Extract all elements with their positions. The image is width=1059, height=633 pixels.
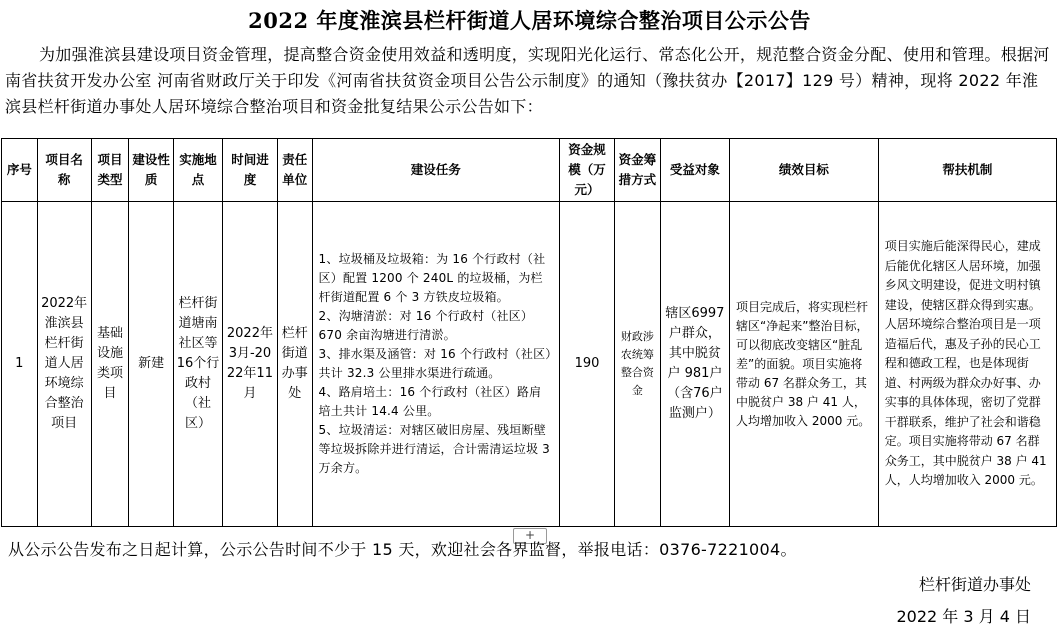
header-task: 建设任务 — [312, 139, 559, 202]
header-scale: 资金规模（万元） — [560, 139, 615, 202]
header-nature: 建设性质 — [129, 139, 174, 202]
cell-mechanism: 项目实施后能深得民心，建成后能优化辖区人居环境，加强乡风文明建设，促进文明村镇建设，使辖区群众得到实惠。人居环境综合整治项目是一项造福后代，惠及子孙的民心工程和德政工程，也是体现街道、村两级为群众办好事、办实事的具体体现，密切了党群干群联系，维护了社会和谐稳定。项目实施将带动 67 名群众务工，其中脱贫户 38 户 41 人，人均增加收入 2000 元。 — [878, 202, 1056, 527]
header-mechanism: 帮扶机制 — [878, 139, 1056, 202]
project-table — [1, 138, 1057, 527]
footer-notice: 从公示公告发布之日起计算，公示公告时间不少于 15 天，欢迎社会各界监督，举报电话：0376-7221004。 — [8, 540, 797, 559]
page-title: 2022 年度淮滨县栏杆街道人居环境综合整治项目公示公告 — [248, 8, 811, 33]
cell-type: 基础设施类项目 — [91, 202, 129, 527]
cell-nature: 新建 — [129, 202, 174, 527]
cell-funding: 财政涉农统筹整合资金 — [614, 202, 660, 527]
header-unit: 责任单位 — [277, 139, 312, 202]
task-item: 2、沟塘清淤：对 16 个行政村（社区）670 余亩沟塘进行清淤。 — [318, 309, 534, 342]
task-item: 1、垃圾桶及垃圾箱：为 16 个行政村（社区）配置 1200 个 240L 的垃圾桶，为栏杆街道配置 6 个 3 方铁皮垃圾箱。 — [318, 252, 546, 304]
cell-location: 栏杆街道塘南社区等16个行政村（社区） — [174, 202, 223, 527]
signature-date: 2022 年 3 月 4 日 — [896, 607, 1031, 626]
header-beneficiary: 受益对象 — [660, 139, 729, 202]
task-item: 5、垃圾清运：对辖区破旧房屋、残垣断壁等垃圾拆除并进行清运，合计需清运垃圾 3 万余方。 — [318, 423, 550, 475]
cell-no: 1 — [2, 202, 38, 527]
cell-unit: 栏杆街道办事处 — [277, 202, 312, 527]
cell-beneficiary: 辖区6997户群众，其中脱贫户 981户（含76户监测户） — [660, 202, 729, 527]
task-item: 4、路肩培土：16 个行政村（社区）路肩培土共计 14.4 公里。 — [318, 385, 542, 418]
cell-scale: 190 — [560, 202, 615, 527]
header-name: 项目名称 — [37, 139, 91, 202]
header-funding: 资金筹措方式 — [614, 139, 660, 202]
header-performance: 绩效目标 — [730, 139, 879, 202]
expand-button[interactable]: + — [513, 528, 547, 544]
header-location: 实施地点 — [174, 139, 223, 202]
cell-schedule: 2022年3月-2022年11月 — [222, 202, 277, 527]
signature-office: 栏杆街道办事处 — [918, 575, 1031, 594]
cell-task — [312, 202, 559, 527]
cell-name: 2022年淮滨县栏杆街道人居环境综合整治项目 — [37, 202, 91, 527]
task-item: 3、排水渠及涵管：对 16 个行政村（社区）共计 32.3 公里排水渠进行疏通。 — [318, 347, 552, 380]
header-schedule: 时间进度 — [222, 139, 277, 202]
header-no: 序号 — [2, 139, 38, 202]
cell-performance: 项目完成后，将实现栏杆辖区“净起来”整治目标，可以彻底改变辖区“脏乱差”的面貌。项目实施将带动 67 名群众务工，其中脱贫户 38 户 41 人，人均增加收入 2000 元。 — [730, 202, 879, 527]
table-header-row — [2, 139, 1057, 202]
intro-paragraph: 为加强淮滨县建设项目资金管理，提高整合资金使用效益和透明度，实现阳光化运行、常态化公开，规范整合资金分配、使用和管理。根据河南省扶贫开发办公室 河南省财政厅关于印发《河南省扶贫资金项目公告公示制度》的通知（豫扶贫办【2017】129 号）精神，现将 2022 年淮滨县栏杆街道办事处人居环境综合整治项目和资金批复结果公示公告如下： — [5, 45, 1050, 116]
header-type: 项目类型 — [91, 139, 129, 202]
table-row — [2, 202, 1057, 527]
